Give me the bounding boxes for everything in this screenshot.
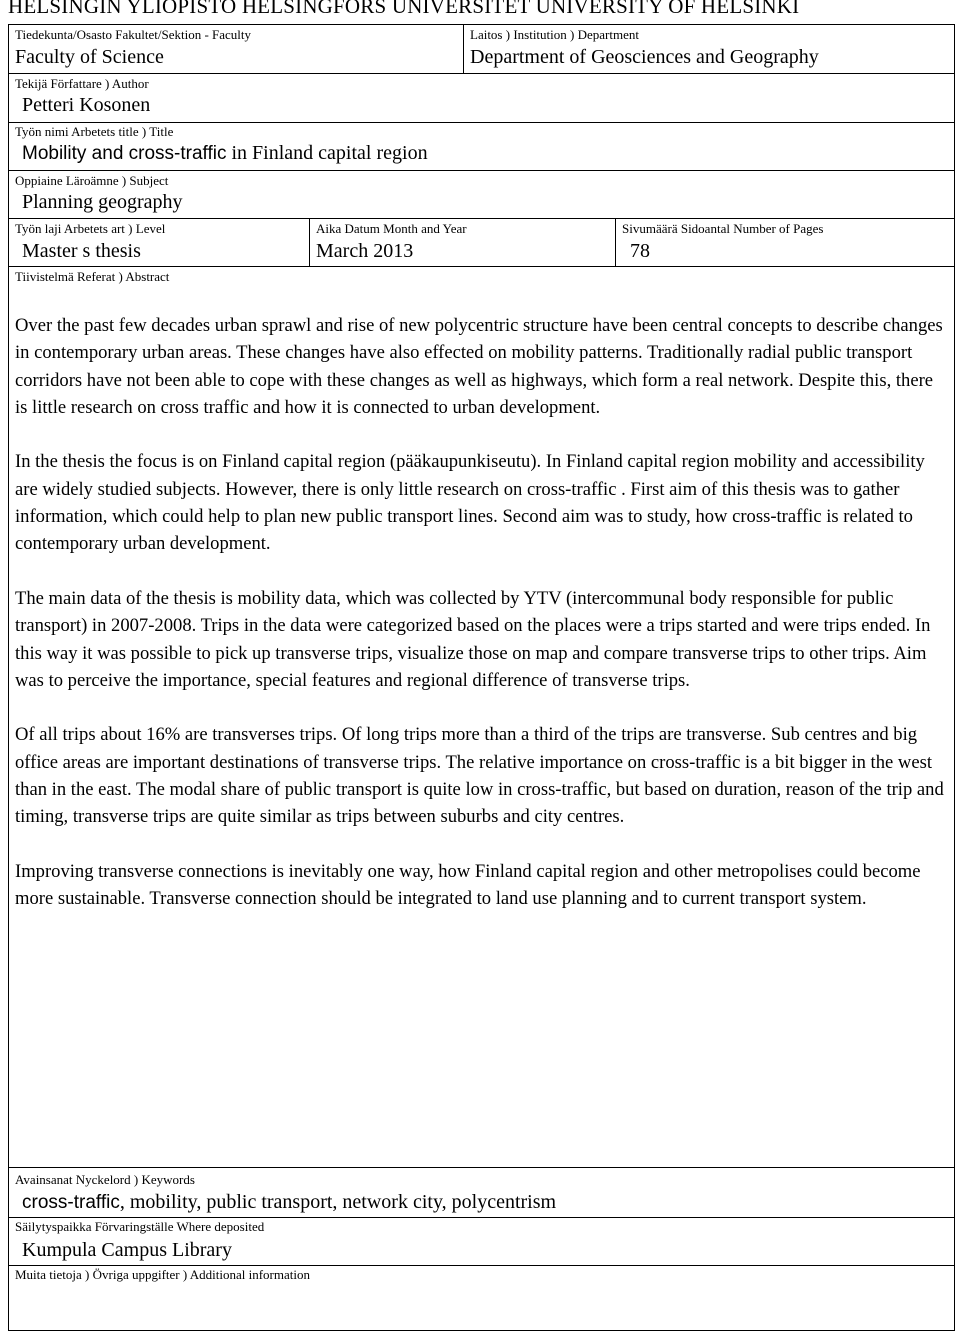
title-value-sans: Mobility and cross-traffic	[22, 143, 227, 164]
keywords-value	[22, 1191, 556, 1214]
author-label: Tekijä Författare ) Author	[15, 76, 149, 91]
divider	[309, 218, 310, 267]
subject-value: Planning geography	[22, 191, 183, 213]
faculty-value: Faculty of Science	[15, 46, 164, 68]
date-label: Aika Datum Month and Year	[316, 221, 467, 236]
title-value-rest: in Finland capital region	[226, 142, 428, 164]
abstract-paragraph: Improving transverse connections is inevitably one way, how Finland capital region and other metropolises could become more sustainable. Transverse connection should be integrated to land use planning and to current transport system.	[15, 860, 921, 910]
abstract-body	[15, 312, 945, 940]
abstract-paragraph: The main data of the thesis is mobility data, which was collected by YTV (intercommunal body responsible for public transport) in 2007-2008. Trips in the data were categorized based on the places were a trips started and were trips ended. In this way it was possible to pick up transverse trips, visualize those on map and compare transverse trips to other trips. Aim was to perceive the importance, special features and regional difference of transverse trips.	[15, 587, 931, 691]
divider	[8, 1265, 955, 1266]
divider	[615, 218, 616, 267]
pages-label: Sivumäärä Sidoantal Number of Pages	[622, 221, 824, 236]
author-value: Petteri Kosonen	[22, 94, 151, 116]
keywords-value-sans: cross-traffic	[22, 1192, 120, 1213]
abstract-label: Tiivistelmä Referat ) Abstract	[15, 269, 170, 284]
pages-value: 78	[630, 240, 650, 262]
keywords-value-rest: , mobility, public transport, network city, polycentrism	[119, 1191, 557, 1213]
divider	[8, 1167, 955, 1168]
level-value: Master s thesis	[22, 240, 141, 262]
title-label: Työn nimi Arbetets title ) Title	[15, 124, 174, 139]
divider	[8, 218, 955, 219]
additional-label: Muita tietoja ) Övriga uppgifter ) Additional information	[15, 1267, 310, 1282]
deposited-value: Kumpula Campus Library	[22, 1239, 232, 1261]
deposited-label: Säilytyspaikka Förvaringställe Where deposited	[15, 1219, 265, 1234]
divider	[8, 266, 955, 267]
keywords-label: Avainsanat Nyckelord ) Keywords	[15, 1172, 195, 1187]
divider	[8, 170, 955, 171]
date-value: March 2013	[316, 240, 414, 262]
faculty-label: Tiedekunta/Osasto Fakultet/Sektion - Faculty	[15, 27, 252, 42]
level-label: Työn laji Arbetets art ) Level	[15, 221, 166, 236]
title-value	[22, 142, 428, 165]
divider	[8, 122, 955, 123]
divider	[463, 24, 464, 74]
university-header: HELSINGIN YLIOPISTO HELSINGFORS UNIVERSITET UNIVERSITY OF HELSINKI	[8, 0, 800, 18]
divider	[8, 73, 955, 74]
department-value: Department of Geosciences and Geography	[470, 46, 819, 68]
subject-label: Oppiaine Läroämne ) Subject	[15, 173, 169, 188]
abstract-paragraph: Over the past few decades urban sprawl and rise of new polycentric structure have been central concepts to describe changes in contemporary urban areas. These changes have also effected on mobility patterns. Traditionally radial public transport corridors have not been able to cope with these changes as well as highways, which form a real network. Despite this, there is little research on cross traffic and how it is connected to urban development.	[15, 315, 943, 418]
abstract-paragraph: In the thesis the focus is on Finland capital region (pääkaupunkiseutu). In Finland capital region mobility and accessibility are widely studied subjects. However, there is only little research on cross-traffic . First aim of this thesis was to gather information, which could help to plan new public transport lines. Second aim was to study, how cross-traffic is related to contemporary urban development.	[15, 451, 925, 555]
department-label: Laitos ) Institution ) Department	[470, 27, 639, 42]
abstract-paragraph: Of all trips about 16% are transverses trips. Of long trips more than a third of the trips are transverse. Sub centres and big office areas are important destinations of transverse trips. The relative importance on cross-traffic is a bit bigger in the west than in the east. The modal share of public transport is quite low in cross-traffic, but based on duration, reason of the trip and timing, transverse trips are quite similar as trips between suburbs and city centres.	[15, 724, 944, 828]
divider	[8, 1217, 955, 1218]
